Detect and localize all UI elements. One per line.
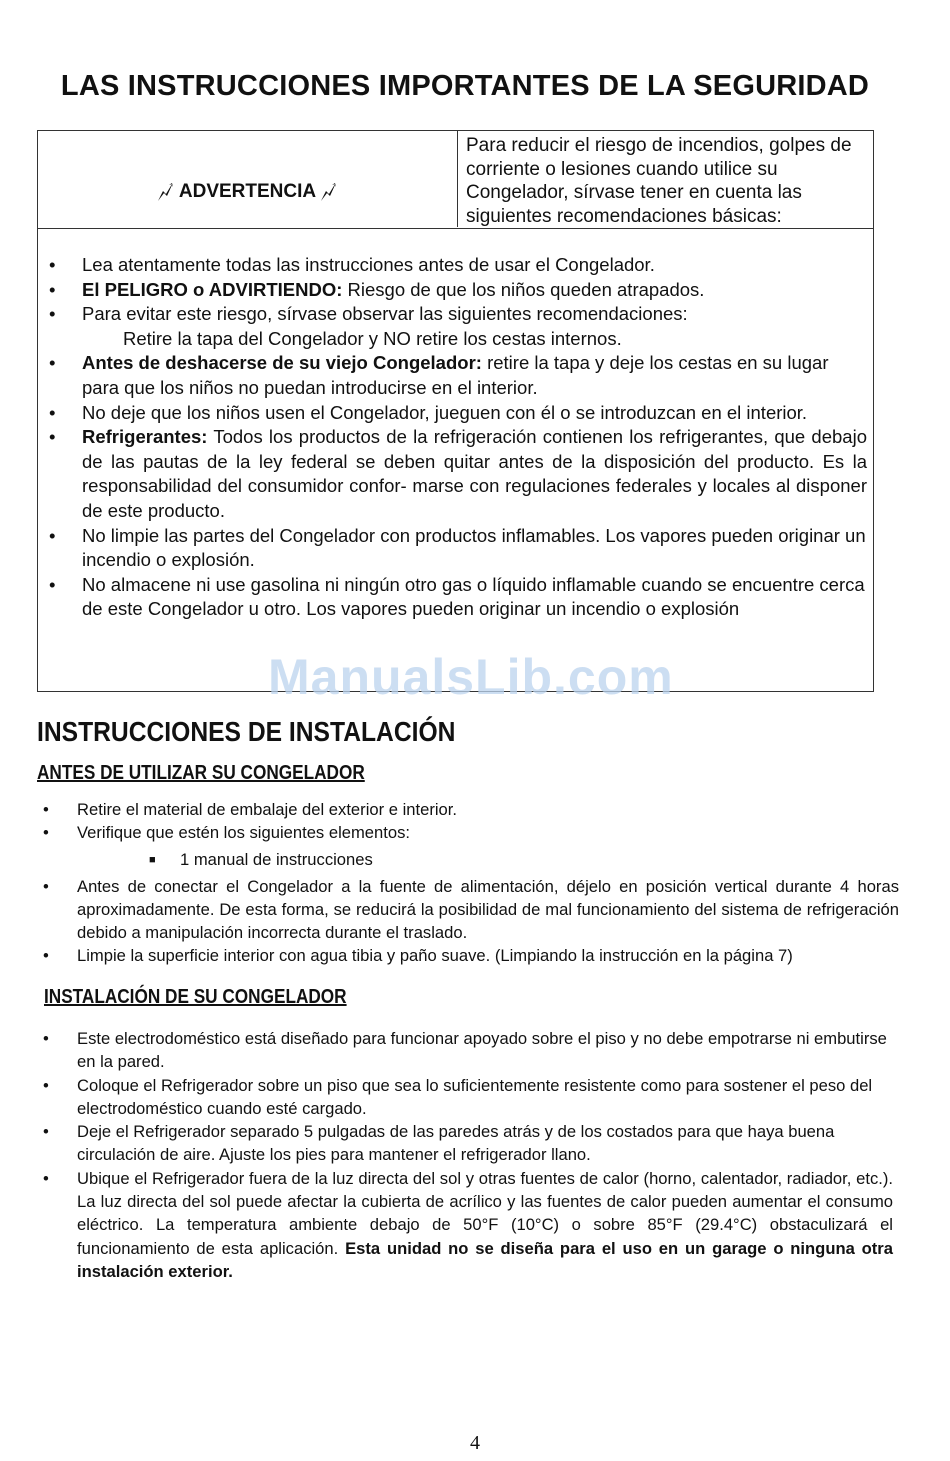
list-item: • No deje que los niños usen el Congelador, jueguen con él o se introduzcan en el interior. (49, 401, 808, 423)
list-item: • Antes de deshacerse de su viejo Congelador: retire la tapa y deje los cestas en su lugar para que los niños no puedan introducirse en el interior. (49, 352, 829, 398)
installation-title: INSTRUCCIONES DE INSTALACIÓN (37, 716, 456, 747)
list-item: • Lea atentamente todas las instrucciones antes de usar el Congelador. (49, 254, 655, 275)
list-item: • Este electrodoméstico está diseñado para funcionar apoyado sobre el piso y no debe empotrarse ni embutirse en la pared. (43, 1029, 887, 1072)
indented-note: Retire la tapa del Congelador y NO retire los cestas internos. (123, 327, 622, 349)
watermark: ManualsLib.com (268, 649, 674, 705)
page-title: LAS INSTRUCCIONES IMPORTANTES DE LA SEGURIDAD (60, 70, 870, 102)
list-item: • No almacene ni use gasolina ni ningún otro gas o líquido inflamable cuando se encuentre cerca de este Congelador u otro. Los vapores pueden originar un incendio o explosión (49, 573, 865, 620)
list-item: • Deje el Refrigerador separado 5 pulgadas de las paredes atrás y de los costados para que haya buena circulación de aire. Ajuste los pies para mantener el refrigerador llano. (43, 1122, 835, 1165)
lightning-icon (156, 182, 176, 202)
list-item: • Ubique el Refrigerador fuera de la luz directa del sol y otras fuentes de calor (horno, calentador, radiador, etc.). La luz directa del sol puede afectar la cubierta de acrílico y las fuentes de calor pueden aumentar el consumo eléctrico. La temperatura ambiente debajo de 50°F (10°C) o sobre 85°F (29.4°C) obstaculizará el funcionamiento de esta aplicación. Esta unidad no se diseña para el uso en un garage o ninguna otra instalación exterior. (43, 1168, 893, 1281)
list-item: • El PELIGRO o ADVIRTIENDO: Riesgo de que los niños queden atrapados. (49, 278, 705, 300)
list-item: • Coloque el Refrigerador sobre un piso que sea lo suficientemente resistente como para sostener el peso del electrodoméstico cuando esté cargado. (43, 1075, 873, 1118)
warning-label-cell (38, 131, 458, 227)
list-item: • Limpie la superficie interior con agua tibia y paño suave. (Limpiando la instrucción en la página 7) (43, 946, 793, 966)
list-item: • Para evitar este riesgo, sírvase observar las siguientes recomendaciones: Retire la tapa del Congelador y NO retire los cestas internos. (38, 302, 873, 351)
list-item: • Retire el material de embalaje del exterior e interior. (43, 800, 457, 819)
list-item: • Verifique que estén los siguientes elementos: (43, 823, 411, 843)
warning-list (38, 253, 873, 622)
installation-list (37, 1027, 893, 1283)
warning-header (38, 131, 873, 229)
list-item: • Antes de conectar el Congelador a la fuente de alimentación, déjelo en posición vertical durante 4 horas aproximadamente. De esta forma, se reducirá la posibilidad de mal funcionamiento del sistema de refrigeración debido a manipulación incorrecta durante el traslado. (43, 876, 899, 943)
warning-intro: Para reducir el riesgo de incendios, golpes de corriente o lesiones cuando utilice su Congelador, sírvase tener en cuenta las siguientes recomendaciones básicas: (466, 135, 852, 227)
page-number: 4 (470, 1432, 480, 1454)
warning-box (37, 130, 874, 692)
before-use-heading: ANTES DE UTILIZAR SU CONGELADOR (37, 762, 365, 784)
list-item: • Refrigerantes: Todos los productos de la refrigeración contienen los refrigerantes, que debajo de las pautas de la ley federal se deben quitar antes de la disposición del producto. Es la responsabilidad del consumidor confor- marse con regulaciones federales y locales al disponer de este producto. (49, 426, 867, 521)
before-use-list (37, 798, 899, 968)
installation-heading: INSTALACIÓN DE SU CONGELADOR (44, 986, 347, 1008)
warning-label: ADVERTENCIA (178, 181, 317, 202)
sub-list-item: ■ 1 manual de instrucciones (149, 849, 373, 869)
lightning-icon (319, 182, 339, 202)
list-item: • No limpie las partes del Congelador con productos inflamables. Los vapores pueden originar un incendio o explosión. (49, 524, 866, 571)
garage-warning: Esta unidad no se diseña para el uso en un garage o ninguna otra instalación exterior. (77, 1238, 893, 1281)
